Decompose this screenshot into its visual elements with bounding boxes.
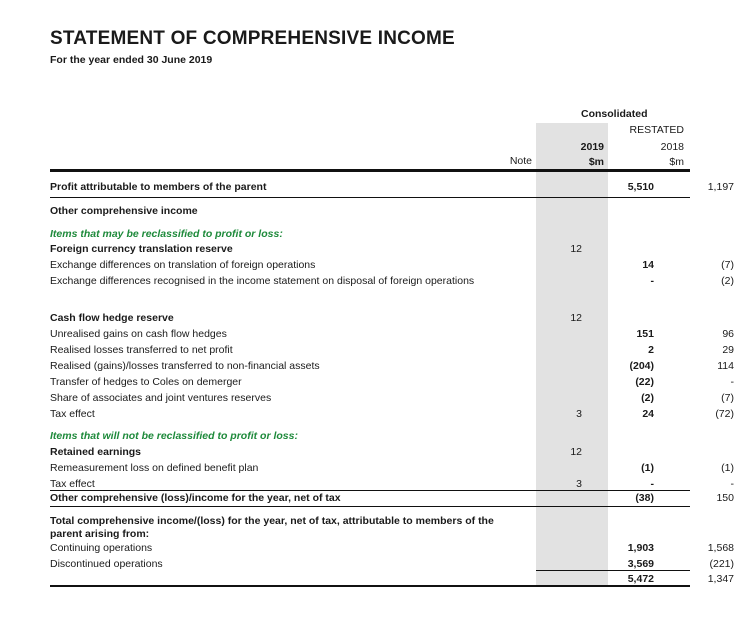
table-row: Tax effect 3 - - bbox=[50, 478, 734, 490]
footer-rule bbox=[50, 585, 690, 587]
table-row: Remeasurement loss on defined benefit plan (1) (1) bbox=[50, 462, 734, 474]
year-2018-header: 2018 bbox=[660, 141, 684, 153]
table-row: Continuing operations 1,903 1,568 bbox=[50, 542, 734, 554]
table-row: Realised (gains)/losses transferred to non-financial assets (204) 114 bbox=[50, 360, 734, 372]
divider bbox=[50, 197, 690, 198]
header-rule bbox=[50, 169, 690, 172]
restated-header: RESTATED bbox=[629, 124, 684, 136]
table-row: Exchange differences recognised in the income statement on disposal of foreign operations - (2) bbox=[50, 275, 734, 287]
table-row: Cash flow hedge reserve 12 bbox=[50, 312, 582, 324]
total-row: 5,472 1,347 bbox=[627, 573, 734, 585]
table-row: Share of associates and joint ventures reserves (2) (7) bbox=[50, 392, 734, 404]
consolidated-header: Consolidated bbox=[581, 108, 648, 120]
table-row: Foreign currency translation reserve 12 bbox=[50, 243, 582, 255]
table-row: Discontinued operations 3,569 (221) bbox=[50, 558, 734, 570]
table-row: Retained earnings 12 bbox=[50, 446, 582, 458]
section-heading: Items that may be reclassified to profit or loss: bbox=[50, 228, 283, 240]
unit-2019-header: $m bbox=[588, 156, 604, 168]
table-row: Tax effect 3 24 (72) bbox=[50, 408, 734, 420]
table-row: Transfer of hedges to Coles on demerger (22) - bbox=[50, 376, 734, 388]
divider bbox=[50, 506, 690, 507]
table-row: Exchange differences on translation of foreign operations 14 (7) bbox=[50, 259, 734, 271]
table-row: Unrealised gains on cash flow hedges 151 96 bbox=[50, 328, 734, 340]
table-row: Realised losses transferred to net profit 2 29 bbox=[50, 344, 734, 356]
table-row: Other comprehensive (loss)/income for the year, net of tax (38) 150 bbox=[50, 492, 734, 504]
note-header: Note bbox=[509, 155, 532, 167]
table-row: Profit attributable to members of the parent 5,510 1,197 bbox=[50, 181, 734, 193]
section-heading: Items that will not be reclassified to profit or loss: bbox=[50, 430, 298, 442]
unit-2018-header: $m bbox=[669, 156, 684, 168]
year-2019-header: 2019 bbox=[580, 141, 604, 153]
page-subtitle: For the year ended 30 June 2019 bbox=[50, 54, 213, 66]
section-heading: Total comprehensive income/(loss) for the year, net of tax, attributable to members of the parent arising from: bbox=[50, 515, 494, 540]
page-title: STATEMENT OF COMPREHENSIVE INCOME bbox=[50, 28, 455, 49]
section-heading: Other comprehensive income bbox=[50, 205, 198, 217]
